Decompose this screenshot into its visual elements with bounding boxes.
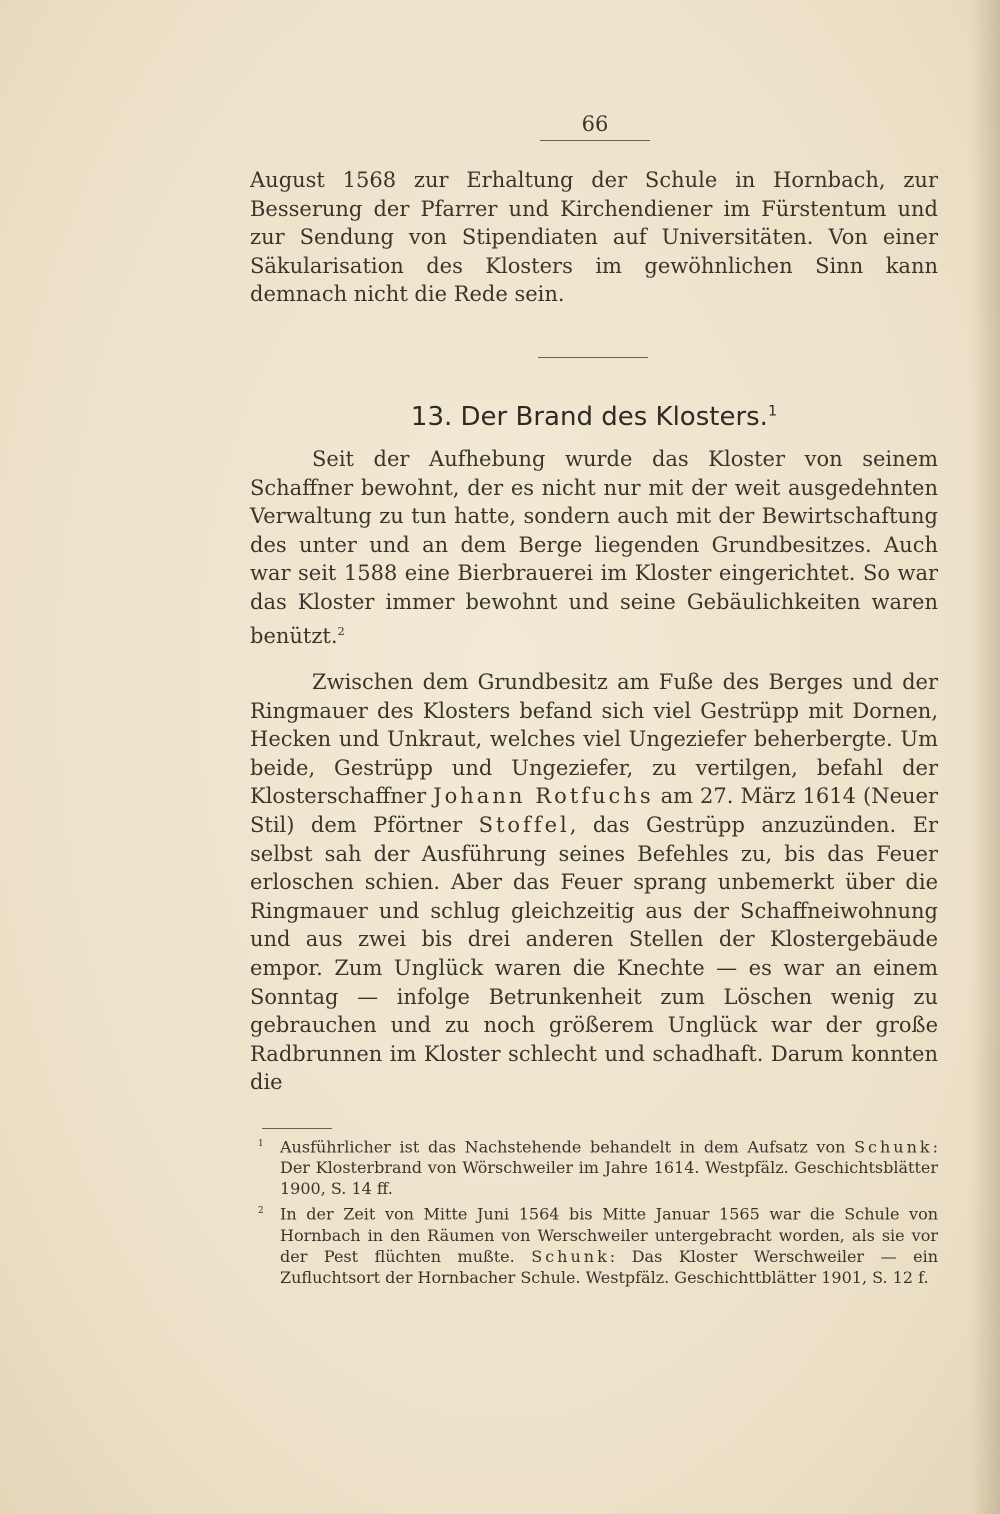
page-edge-shadow xyxy=(970,0,1000,1514)
footnote-1-text-a: Ausführlicher ist das Nachstehende behandelt in dem Aufsatz von xyxy=(280,1137,855,1157)
person-name-rotfuchs: Johann Rotfuchs xyxy=(433,784,654,809)
footnote-ref-1: 1 xyxy=(767,403,778,420)
body-paragraph-2 xyxy=(250,668,938,1097)
footnote-2-author: Schunk xyxy=(531,1246,610,1266)
header-rule xyxy=(540,140,650,141)
footnote-1-author: Schunk xyxy=(854,1137,933,1157)
footnote-1 xyxy=(258,1134,938,1199)
paragraph-2-part-a: Zwischen dem Grundbesitz am Fuße des Berges und der Ringmauer des Klosters befand sich viel Gestrüpp mit Dornen, Hecken und Unkraut, welches viel Ungeziefer beherbergte. Um beide, Gestrüpp und Ungeziefer, zu vertilgen, befahl der Klosterschaffner xyxy=(250,670,938,809)
continuation-paragraph: August 1568 zur Erhaltung der Schule in Hornbach, zur Besserung der Pfarrer und Kirchendiener im Fürstentum und zur Sendung von Stipendiaten auf Universitäten. Von einer Säkularisation des Klosters im gewöhnlichen Sinn kann demnach nicht die Rede sein. xyxy=(250,168,938,307)
footnote-ref-2: 2 xyxy=(337,623,345,638)
footnote-1-marker: 1 xyxy=(258,1139,264,1149)
paragraph-1-text: Seit der Aufhebung wurde das Kloster von seinem Schaffner bewohnt, der es nicht nur mit der weit ausgedehnten Verwaltung zu tun hatte, sondern auch mit der Bewirtschaftung des unter und an dem Berge liegenden Grundbesitzes. Auch war seit 1588 eine Bierbrauerei im Kloster eingerichtet. So war das Kloster immer bewohnt und seine Gebäulichkeiten waren benützt. xyxy=(250,447,938,648)
page-number: 66 xyxy=(581,112,609,136)
body-paragraph-1 xyxy=(250,445,938,650)
paragraph-2-part-c: , das Gestrüpp anzuzünden. Er selbst sah der Ausführung seines Befehles zu, bis das Feuer erloschen schien. Aber das Feuer sprang unbemerkt über die Ringmauer und schlug gleichzeitig aus der Schaffneiwohnung und aus zwei bis drei anderen Stellen der Klostergebäude empor. Zum Unglück waren die Knechte — es war an einem Sonntag — infolge Betrunkenheit zum Löschen wenig zu gebrauchen und zu noch größerem Unglück war der große Radbrunnen im Kloster schlecht und schadhaft. Darum konnten die xyxy=(250,812,938,1095)
section-heading xyxy=(250,402,938,432)
footnote-2-text-a: In der Zeit von Mitte Juni 1564 bis Mitte Januar 1565 war die Schule von Hornbach in den Räumen von Werschweiler untergebracht worden, als sie vor der Pest flüchten mußte. xyxy=(280,1204,938,1266)
person-name-stoffel: Stoffel xyxy=(478,812,570,837)
footnote-1-text-b: : Der Klosterbrand von Wörschweiler im Jahre 1614. Westpfälz. Geschichtsblätter 1900, S. 14 ff. xyxy=(280,1137,938,1199)
section-heading-text: 13. Der Brand des Klosters. xyxy=(410,402,768,432)
footnote-2-marker: 2 xyxy=(258,1206,264,1217)
paragraph-2-part-b: am 27. März 1614 (Neuer Stil) dem Pförtner xyxy=(250,784,938,837)
footnote-2 xyxy=(258,1201,938,1287)
footnote-2-text-b: : Das Kloster Werschweiler — ein Zufluchtsort der Hornbacher Schule. Westpfälz. Geschichttblätter 1901, S. 12 f. xyxy=(280,1246,939,1287)
section-divider xyxy=(538,357,648,358)
footnote-rule xyxy=(262,1128,332,1129)
footnotes xyxy=(258,1134,938,1290)
